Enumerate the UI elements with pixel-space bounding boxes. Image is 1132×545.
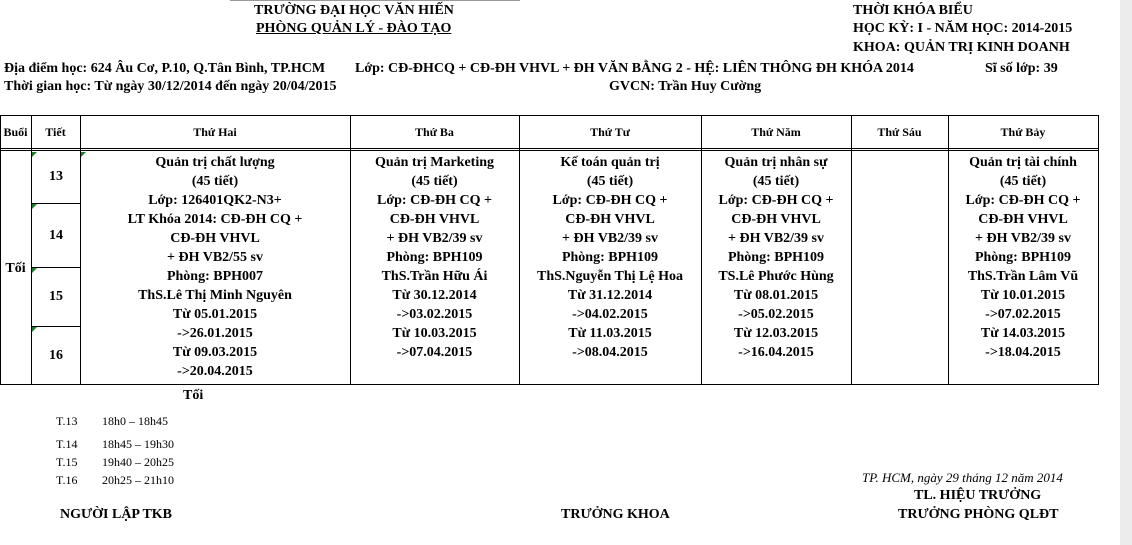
header-saturday: Thứ Bảy <box>1000 125 1046 139</box>
legend-slot-time: 20h25 – 21h10 <box>102 473 174 487</box>
course-date-end: ->20.04.2015 <box>177 364 253 379</box>
course-class: Lớp: CĐ-ĐH CQ + <box>965 193 1081 208</box>
signing-date: TP. HCM, ngày 29 tháng 12 năm 2014 <box>862 470 1063 485</box>
tuesday-course-cell <box>350 152 519 385</box>
course-class: Lớp: 126401QK2-N3+ <box>148 193 282 208</box>
course-class: Lớp: CĐ-ĐH CQ + <box>718 193 834 208</box>
friday-course-cell <box>851 152 948 385</box>
course-name: Quản trị Marketing <box>375 155 494 170</box>
legend-slot <box>56 455 174 470</box>
right-margin-strip <box>1120 0 1132 545</box>
cell-marker <box>32 268 37 273</box>
university-name: TRƯỜNG ĐẠI HỌC VĂN HIẾN <box>254 3 454 18</box>
course-lecturer: ThS.Trần Lâm Vũ <box>967 269 1079 284</box>
course-date-start: Từ 14.03.2015 <box>980 326 1066 341</box>
course-name: Quản trị chất lượng <box>155 155 275 170</box>
course-date-end: ->03.02.2015 <box>396 307 473 322</box>
course-class-detail: CĐ-ĐH VHVL <box>978 212 1068 227</box>
course-date-start: Từ 12.03.2015 <box>733 326 819 341</box>
schedule-table <box>0 115 1099 385</box>
col-line-0 <box>0 115 1 385</box>
course-date-start: Từ 11.03.2015 <box>568 326 652 341</box>
course-room: Phòng: BPH109 <box>974 250 1072 265</box>
cell-marker <box>32 152 37 157</box>
study-location: Địa điểm học: 624 Âu Cơ, P.10, Q.Tân Bình, TP.HCM <box>4 61 326 76</box>
course-room: Phòng: BPH109 <box>727 250 825 265</box>
course-lecturer: ThS.Trần Hữu Ái <box>381 269 488 284</box>
legend-slot-period: T.16 <box>56 473 78 487</box>
course-class-size: + ĐH VB2/39 sv <box>974 231 1071 246</box>
header-wednesday: Thứ Tư <box>590 125 630 139</box>
header-tuesday: Thứ Ba <box>415 125 454 139</box>
course-lecturer: TS.Lê Phước Hùng <box>718 269 834 284</box>
course-class: Lớp: CĐ-ĐH CQ + <box>377 193 492 208</box>
course-lecturer: ThS.Nguyễn Thị Lệ Hoa <box>536 269 683 284</box>
legend-slot-period: T.14 <box>56 437 78 451</box>
class-advisor: GVCN: Trần Huy Cường <box>609 79 762 94</box>
office-name: PHÒNG QUẢN LÝ - ĐÀO TẠO <box>256 21 452 36</box>
session-evening: Tối <box>5 261 26 276</box>
period-13: 13 <box>49 169 63 184</box>
course-hours: (45 tiết) <box>999 174 1047 189</box>
course-hours: (45 tiết) <box>411 174 458 189</box>
period-14: 14 <box>49 227 63 243</box>
course-date-start: Từ 08.01.2015 <box>733 288 819 303</box>
top-rule <box>230 0 520 1</box>
study-period: Thời gian học: Từ ngày 30/12/2014 đến ngày 20/04/2015 <box>4 79 337 94</box>
course-class-detail: CĐ-ĐH VHVL <box>565 212 655 227</box>
course-class-size: + ĐH VB2/39 sv <box>386 231 483 246</box>
head-of-office: TRƯỞNG PHÒNG QLĐT <box>898 507 1059 522</box>
header-monday: Thứ Hai <box>193 125 237 139</box>
course-date-end: ->08.04.2015 <box>572 345 648 360</box>
course-class-detail: CĐ-ĐH VHVL <box>170 231 260 246</box>
cell-marker <box>32 204 37 209</box>
course-room: Phòng: BPH109 <box>561 250 659 265</box>
thursday-course-cell <box>701 152 851 385</box>
course-date-start: Từ 05.01.2015 <box>172 307 258 322</box>
legend-slot <box>56 473 174 488</box>
timetable-creator: NGƯỜI LẬP TKB <box>60 507 173 522</box>
legend-slot-period: T.13 <box>56 414 78 428</box>
course-room: Phòng: BPH109 <box>386 250 483 265</box>
course-class-detail: CĐ-ĐH VHVL <box>731 212 821 227</box>
course-date-start: Từ 31.12.2014 <box>567 288 653 303</box>
course-hours: (45 tiết) <box>586 174 634 189</box>
course-date-end: ->07.02.2015 <box>985 307 1061 322</box>
semester-line: HỌC KỲ: I - NĂM HỌC: 2014-2015 <box>853 21 1073 36</box>
course-class: Lớp: CĐ-ĐH CQ + <box>552 193 668 208</box>
monday-course-cell <box>80 152 350 385</box>
legend-slot-time: 19h40 – 20h25 <box>102 455 174 469</box>
legend-slot <box>56 414 168 429</box>
course-date-start: Từ 10.03.2015 <box>392 326 477 341</box>
course-date-end: ->26.01.2015 <box>177 326 253 341</box>
header-rule-2 <box>0 150 1099 151</box>
course-date-end: ->16.04.2015 <box>738 345 814 360</box>
course-class-detail: LT Khóa 2014: CĐ-ĐH CQ + <box>127 212 303 227</box>
document-title: THỜI KHÓA BIỂU <box>853 3 973 18</box>
course-hours: (45 tiết) <box>191 174 239 189</box>
header-session: Buổi <box>3 125 28 139</box>
class-size: Sĩ số lớp: 39 <box>985 61 1058 76</box>
legend-title: Tối <box>183 388 204 403</box>
wednesday-course-cell <box>519 152 701 385</box>
class-line: Lớp: CĐ-ĐHCQ + CĐ-ĐH VHVL + ĐH VĂN BẰNG 2 - HỆ: LIÊN THÔNG ĐH KHÓA 2014 <box>355 61 914 76</box>
header-thursday: Thứ Năm <box>751 125 801 139</box>
course-name: Quản trị tài chính <box>969 155 1077 170</box>
course-room: Phòng: BPH007 <box>166 269 264 284</box>
course-date-end: ->18.04.2015 <box>985 345 1061 360</box>
course-class-size: + ĐH VB2/39 sv <box>727 231 824 246</box>
course-class-size: + ĐH VB2/39 sv <box>561 231 658 246</box>
legend-slot-time: 18h0 – 18h45 <box>102 414 168 428</box>
course-date-start: Từ 30.12.2014 <box>392 288 477 303</box>
rector-delegate: TL. HIỆU TRƯỞNG <box>914 488 1042 503</box>
course-class-size: + ĐH VB2/55 sv <box>166 250 263 265</box>
course-hours: (45 tiết) <box>752 174 800 189</box>
faculty-line: KHOA: QUẢN TRỊ KINH DOANH <box>853 40 1070 55</box>
course-date-end: ->07.04.2015 <box>396 345 473 360</box>
legend-slot <box>56 437 174 452</box>
period-15: 15 <box>49 289 63 304</box>
period-16: 16 <box>49 347 63 363</box>
course-date-start: Từ 10.01.2015 <box>980 288 1066 303</box>
dean: TRƯỞNG KHOA <box>561 507 670 522</box>
cell-marker <box>32 327 37 332</box>
col-line-8 <box>1098 115 1099 385</box>
course-date-end: ->04.02.2015 <box>572 307 648 322</box>
course-name: Quản trị nhân sự <box>724 155 828 170</box>
course-lecturer: ThS.Lê Thị Minh Nguyên <box>138 288 292 303</box>
course-class-detail: CĐ-ĐH VHVL <box>389 212 480 227</box>
header-friday: Thứ Sáu <box>877 125 922 139</box>
legend-slot-time: 18h45 – 19h30 <box>102 437 174 451</box>
header-period: Tiết <box>45 125 66 139</box>
legend-slot-period: T.15 <box>56 455 78 469</box>
course-date-end: ->05.02.2015 <box>738 307 814 322</box>
course-name: Kế toán quản trị <box>560 155 660 170</box>
saturday-course-cell <box>948 152 1098 385</box>
course-date-start: Từ 09.03.2015 <box>172 345 258 360</box>
